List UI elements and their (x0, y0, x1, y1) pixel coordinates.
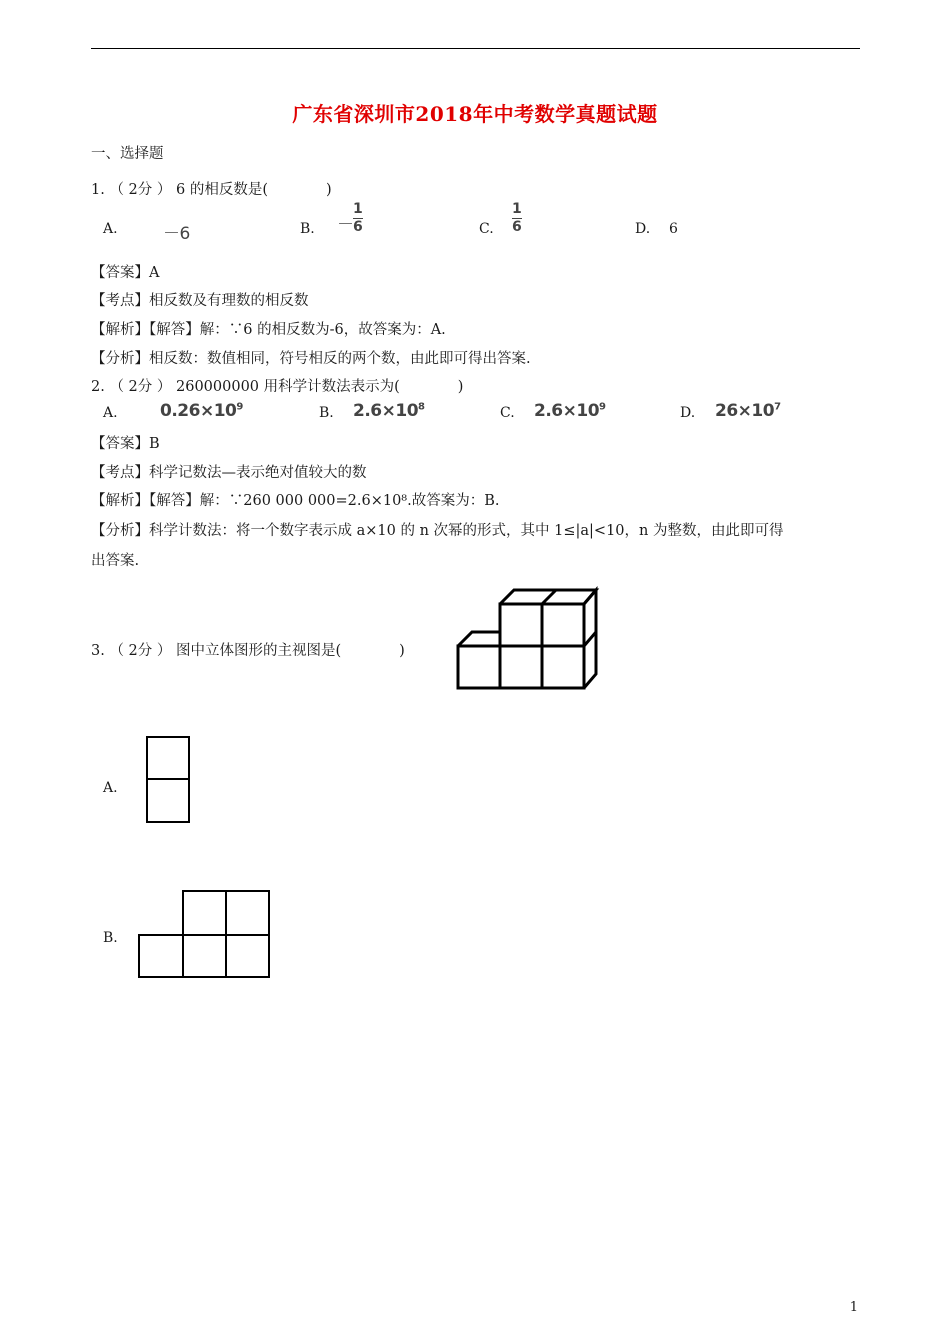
section-heading: 一、选择题 (91, 146, 164, 162)
q1-option-d-label: D. (635, 221, 651, 237)
q1-option-a-label: A. (103, 221, 118, 237)
q1-option-d-value: 6 (669, 221, 678, 237)
q1-option-c-fraction (512, 202, 522, 235)
q2-d-exponent: 7 (774, 401, 781, 413)
q1-analysis: 【分析】相反数：数值相同，符号相反的两个数，由此即可得出答案. (91, 351, 531, 367)
fraction-numerator: 1 (353, 201, 363, 217)
q3-option-a-label: A. (103, 780, 118, 796)
q2-d-base: 26×10 (715, 401, 775, 421)
q2-option-c-value (534, 401, 606, 421)
q1-solution: 【解析】【解答】解：∵6 的相反数为-6，故答案为：A. (91, 322, 446, 338)
q2-a-base: 0.26×10 (160, 401, 237, 421)
q2-b-exponent: 8 (418, 401, 425, 413)
q2-answer: 【答案】B (91, 436, 160, 452)
q3-option-b-label: B. (103, 930, 118, 946)
q1-option-b-fraction (353, 202, 363, 235)
q2-option-d-value (715, 401, 781, 421)
q1-answer: 【答案】A (91, 265, 160, 281)
q2-option-a-label: A. (103, 405, 118, 421)
q2-option-d-label: D. (680, 405, 696, 421)
q2-analysis-line2: 出答案. (91, 553, 140, 569)
q1-knowledge-point: 【考点】相反数及有理数的相反数 (91, 293, 309, 309)
q3-solid-figure (452, 585, 602, 695)
q2-solution: 【解析】【解答】解：∵260 000 000=2.6×10⁸.故答案为：B. (91, 493, 500, 509)
q2-a-exponent: 9 (236, 401, 243, 413)
page-number: 1 (849, 1300, 858, 1315)
q1-option-a-value: －6 (163, 224, 190, 244)
q1-option-c-label: C. (479, 221, 494, 237)
q2-knowledge-point: 【考点】科学记数法—表示绝对值较大的数 (91, 465, 367, 481)
q2-stem: 2. （ 2分 ） 260000000 用科学计数法表示为( ) (91, 379, 464, 395)
q2-option-b-label: B. (319, 405, 334, 421)
q3-option-a-figure (145, 735, 193, 827)
header-rule (91, 48, 860, 49)
page-title: 广东省深圳市2018年中考数学真题试题 (292, 102, 658, 126)
fraction-denominator: 6 (512, 219, 522, 235)
q2-option-b-value (353, 401, 425, 421)
q1-stem: 1. （ 2分 ） 6 的相反数是( ) (91, 182, 332, 198)
q2-analysis-line1: 【分析】科学计数法：将一个数字表示成 a×10 的 n 次幂的形式，其中 1≤|a|<10，n 为整数，由此即可得 (91, 523, 784, 539)
q2-c-base: 2.6×10 (534, 401, 600, 421)
fraction-denominator: 6 (353, 219, 363, 235)
q2-c-exponent: 9 (599, 401, 606, 413)
q3-stem: 3. （ 2分 ） 图中立体图形的主视图是( ) (91, 643, 405, 659)
q3-option-b-figure (137, 887, 273, 981)
fraction-numerator: 1 (512, 201, 522, 217)
q1-option-b-label: B. (300, 221, 315, 237)
q2-option-c-label: C. (500, 405, 515, 421)
q2-b-base: 2.6×10 (353, 401, 419, 421)
q1-option-b-sign: － (337, 215, 354, 235)
q2-option-a-value (160, 401, 243, 421)
